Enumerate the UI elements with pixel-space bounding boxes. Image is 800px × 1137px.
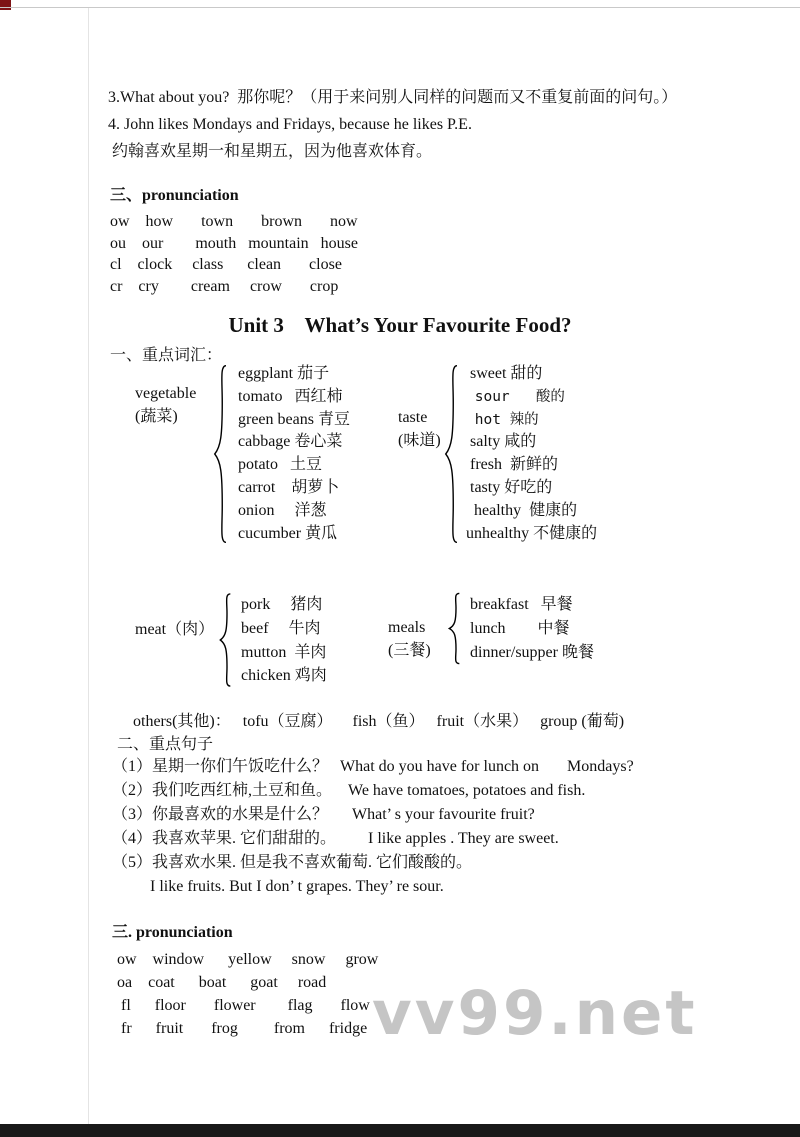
sentence-item: （1）星期一你们午饭吃什么？ What do you have for lunch on Mondays? xyxy=(112,758,634,775)
sentence-list xyxy=(112,755,770,898)
vocab-item: unhealthy 不健康的 xyxy=(466,524,598,542)
sentence-item: （5）我喜欢水果. 但是我不喜欢葡萄. 它们酸酸的。 xyxy=(112,853,473,871)
vocab-group-word: taste xyxy=(398,409,428,426)
vocab-group-vegetable xyxy=(135,362,350,546)
vocab-item: green beans 青豆 xyxy=(238,410,350,428)
intro-lines xyxy=(108,84,760,165)
section-heading-sentences: 二、重点句子 xyxy=(117,736,214,753)
vocab-group-sublabel: (蔬菜) xyxy=(135,408,178,425)
intro-section xyxy=(108,84,760,165)
sentence-item: （4）我喜欢苹果. 它们甜甜的。 I like apples . They are sweet. xyxy=(112,829,559,847)
unit-title: Unit 3 What’s Your Favourite Food? xyxy=(228,313,572,337)
pronunciation-section-2 xyxy=(112,919,378,1040)
pronunciation-section-1 xyxy=(110,182,358,297)
vocab-group-label xyxy=(398,406,442,452)
vocab-item: carrot 胡萝卜 xyxy=(238,478,340,496)
watermark: vv99.net xyxy=(372,978,698,1049)
bottom-bar xyxy=(0,1124,800,1137)
vocab-group-meat xyxy=(135,592,327,688)
pronunciation-row: cl clock class clean close xyxy=(110,256,342,274)
intro-line: 3.What about you? 那你呢？（用于来问别人同样的问题而又不重复前面的问句。） xyxy=(108,89,678,106)
curly-brace xyxy=(217,592,233,688)
vocab-item: healthy 健康的 xyxy=(466,501,578,519)
pronunciation-heading: 三. pronunciation xyxy=(112,924,233,941)
vocab-group-word: meals xyxy=(388,619,426,636)
top-rule xyxy=(0,7,800,8)
curly-brace xyxy=(446,592,462,665)
vocab-item: pork 猪肉 xyxy=(241,596,323,613)
pronunciation-row: ow how town brown now xyxy=(110,213,358,230)
sentence-item: （3）你最喜欢的水果是什么？ What’ s your favourite fruit? xyxy=(112,805,535,823)
vocab-item: fresh 新鲜的 xyxy=(466,456,558,474)
sentences-section xyxy=(112,755,770,898)
pronunciation-row: oa coat boat goat road xyxy=(117,974,327,991)
vocab-item: tasty 好吃的 xyxy=(466,478,553,496)
sentence-item: I like fruits. But I don’ t grapes. They’ re sour. xyxy=(150,877,444,895)
vocab-group-meals xyxy=(388,592,594,665)
vocab-item: hot 辣的 xyxy=(466,411,539,428)
vocab-group-label xyxy=(388,616,446,662)
vocab-block-1 xyxy=(0,362,800,552)
curly-brace xyxy=(442,362,460,546)
vocab-item: potato 土豆 xyxy=(238,456,322,474)
sentence-item: （2）我们吃西红柿,土豆和鱼。 We have tomatoes, potatoes and fish. xyxy=(112,781,586,799)
vocab-group-sublabel: (三餐) xyxy=(388,642,431,659)
pronunciation-row: cr cry cream crow crop xyxy=(110,277,339,295)
vocab-item: sweet 甜的 xyxy=(466,365,543,382)
vocab-item: beef 牛肉 xyxy=(241,619,321,637)
vocab-item: mutton 羊肉 xyxy=(241,643,327,661)
pronunciation-rows xyxy=(117,948,378,1040)
pronunciation-row: fr fruit frog from fridge xyxy=(117,1020,368,1037)
vocab-group-word: vegetable xyxy=(135,385,197,402)
vocab-group-taste xyxy=(398,362,597,546)
vocab-item: cabbage 卷心菜 xyxy=(238,433,343,451)
pronunciation-row: fl floor flower flag flow xyxy=(117,997,370,1014)
vocab-group-label xyxy=(135,618,217,641)
meals-items xyxy=(470,593,594,664)
section-heading-vocab: 一、重点词汇： xyxy=(110,347,223,364)
curly-brace xyxy=(211,362,229,546)
taste-items xyxy=(466,363,597,545)
vocab-item: salty 咸的 xyxy=(466,433,537,451)
vocab-group-label xyxy=(135,382,211,428)
pronunciation-row: ou our mouth mountain house xyxy=(110,234,358,252)
intro-line: 约翰喜欢星期一和星期五，因为他喜欢体育。 xyxy=(108,143,433,160)
vocab-block-2 xyxy=(0,592,800,692)
corner-mark xyxy=(0,0,11,10)
vegetable-items xyxy=(238,363,350,545)
intro-line: 4. John likes Mondays and Fridays, because he likes P.E. xyxy=(108,116,472,133)
vocab-item: tomato 西红柿 xyxy=(238,387,343,405)
vocab-group-word: meat（肉） xyxy=(135,621,215,638)
vocab-item: eggplant 茄子 xyxy=(238,365,330,382)
others-line: others(其他)： tofu（豆腐） fish（鱼） fruit（水果） group (葡萄) xyxy=(133,713,625,730)
left-margin-line xyxy=(88,8,89,1124)
vocab-group-sublabel: (味道) xyxy=(398,432,441,449)
vocab-item: sour 酸的 xyxy=(466,388,565,405)
vocab-item: cucumber 黄瓜 xyxy=(238,524,338,542)
pronunciation-row: ow window yellow snow grow xyxy=(117,951,379,968)
vocab-item: onion 洋葱 xyxy=(238,501,327,519)
pronunciation-heading: 三、pronunciation xyxy=(110,187,239,204)
meat-items xyxy=(241,593,327,688)
vocab-item: lunch 中餐 xyxy=(470,619,570,637)
vocab-item: chicken 鸡肉 xyxy=(241,667,327,685)
vocab-item: dinner/supper 晚餐 xyxy=(470,643,594,661)
vocab-item: breakfast 早餐 xyxy=(470,596,573,613)
pronunciation-rows xyxy=(110,211,358,297)
